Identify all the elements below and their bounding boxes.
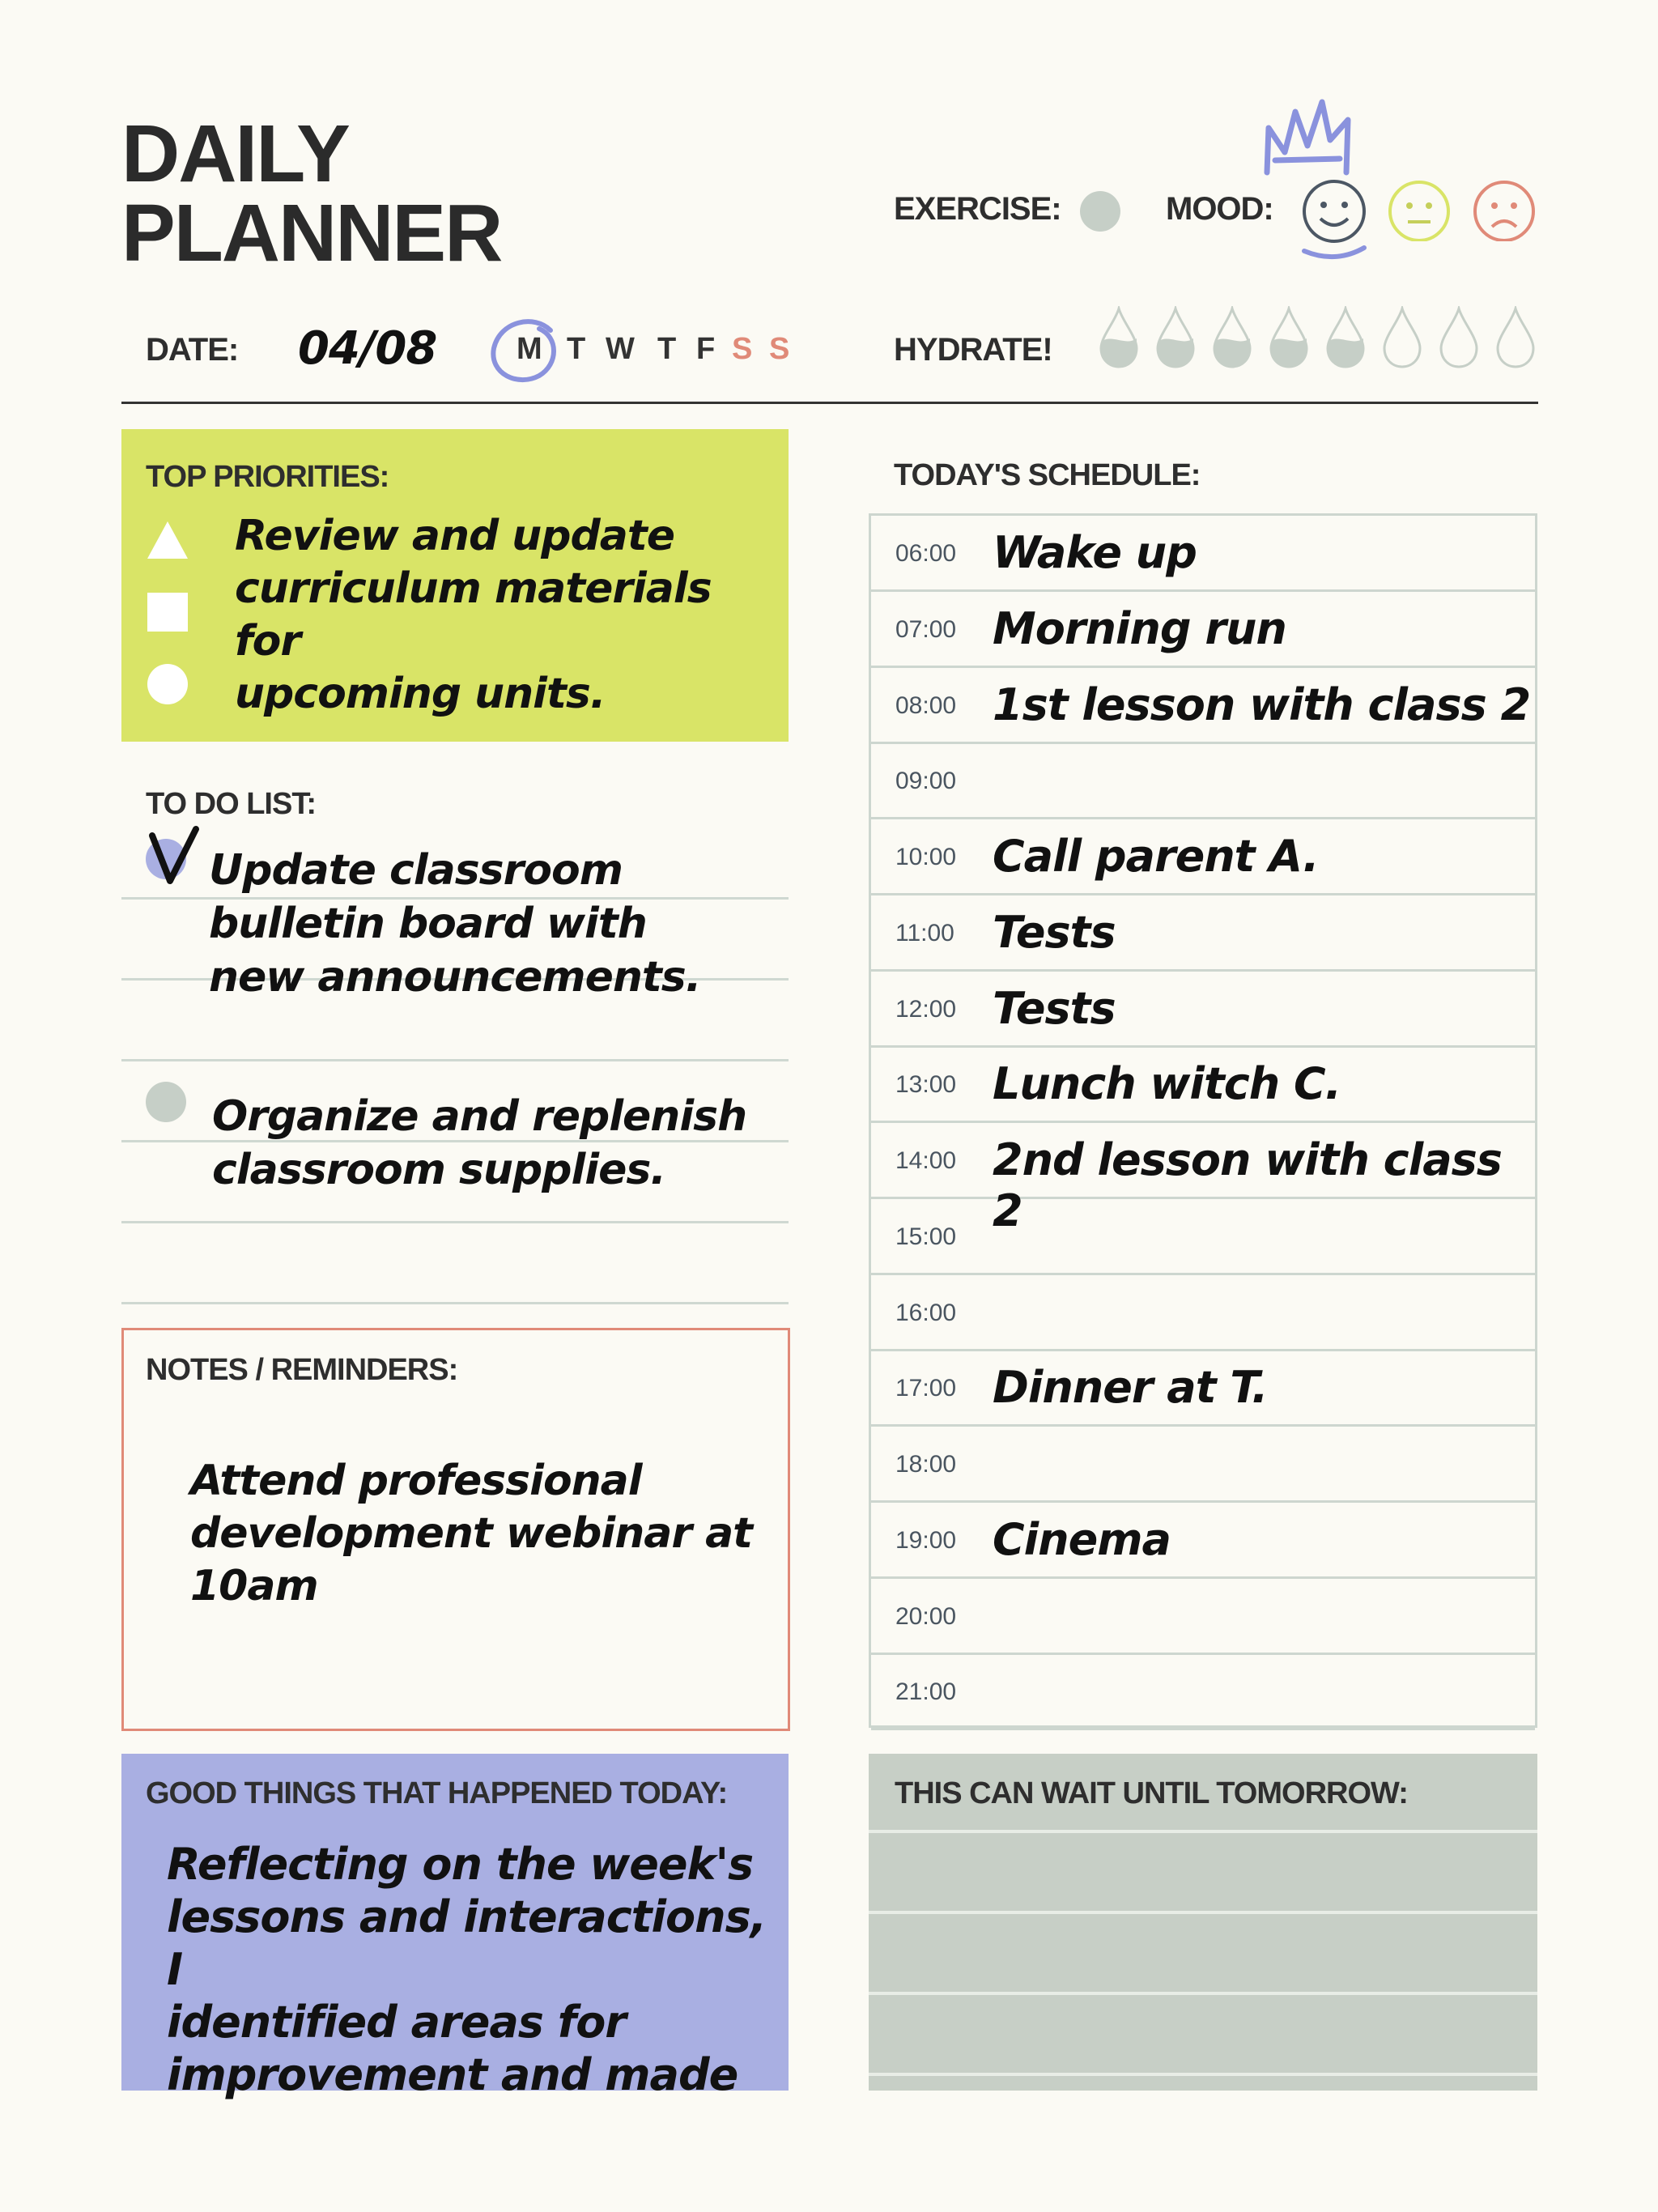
wait-rule xyxy=(869,1992,1537,1995)
water-drop-icon[interactable] xyxy=(1268,306,1310,369)
schedule-task[interactable]: Tests xyxy=(993,982,1116,1034)
schedule-row[interactable] xyxy=(871,1275,1535,1351)
good-things-line: lessons and interactions, I xyxy=(167,1891,767,1995)
day-thursday[interactable]: T xyxy=(657,332,677,366)
priority-text[interactable] xyxy=(235,510,789,721)
good-things-line: Reflecting on the week's xyxy=(167,1839,754,1890)
todo-item-line: Organize and replenish xyxy=(212,1092,747,1141)
schedule-time: 13:00 xyxy=(895,1071,957,1099)
triangle-bullet-icon xyxy=(146,520,189,560)
good-things-label: GOOD THINGS THAT HAPPENED TODAY: xyxy=(146,1776,728,1810)
schedule-table xyxy=(869,513,1537,1728)
schedule-time: 06:00 xyxy=(895,540,957,567)
schedule-row[interactable] xyxy=(871,819,1535,895)
schedule-task[interactable]: 2nd lesson with class 2 xyxy=(993,1134,1502,1236)
schedule-time: 12:00 xyxy=(895,995,957,1023)
crown-doodle-icon xyxy=(1259,96,1364,185)
day-wednesday[interactable]: W xyxy=(606,332,635,366)
notes-panel xyxy=(121,1328,790,1731)
good-things-line: improvement and made xyxy=(167,2049,738,2100)
schedule-row[interactable] xyxy=(871,1503,1535,1579)
priority-line: curriculum materials for xyxy=(235,564,712,666)
schedule-time: 17:00 xyxy=(895,1375,957,1402)
notes-line: 10am xyxy=(190,1562,318,1610)
title-line-2: PLANNER xyxy=(121,188,502,279)
schedule-time: 07:00 xyxy=(895,615,957,643)
checkmark-icon xyxy=(146,824,202,889)
header-divider xyxy=(121,402,1538,404)
schedule-task[interactable]: Dinner at T. xyxy=(993,1362,1268,1414)
wait-label: THIS CAN WAIT UNTIL TOMORROW: xyxy=(895,1776,1408,1810)
schedule-task[interactable]: Call parent A. xyxy=(993,831,1319,882)
schedule-time: 15:00 xyxy=(895,1223,957,1250)
wait-rule xyxy=(869,1911,1537,1914)
top-priorities-label: TOP PRIORITIES: xyxy=(146,460,389,494)
water-drop-icon[interactable] xyxy=(1494,306,1537,369)
circle-bullet-icon xyxy=(147,664,188,704)
water-drop-icon[interactable] xyxy=(1324,306,1367,369)
wait-rule xyxy=(869,1830,1537,1833)
notes-label: NOTES / REMINDERS: xyxy=(146,1353,458,1387)
day-monday[interactable]: M xyxy=(517,332,542,366)
title-line-1: DAILY xyxy=(121,108,349,199)
schedule-time: 08:00 xyxy=(895,691,957,719)
schedule-row[interactable] xyxy=(871,1579,1535,1655)
schedule-row[interactable] xyxy=(871,972,1535,1048)
todo-item-line: new announcements. xyxy=(209,953,701,1002)
schedule-task[interactable]: 1st lesson with class 2 xyxy=(993,678,1531,730)
schedule-task[interactable]: Morning run xyxy=(993,602,1286,654)
mood-happy-icon[interactable] xyxy=(1299,177,1369,266)
day-saturday[interactable]: S xyxy=(732,332,753,366)
square-bullet-icon xyxy=(147,593,188,632)
schedule-label: TODAY'S SCHEDULE: xyxy=(894,458,1201,492)
schedule-row[interactable] xyxy=(871,1123,1535,1236)
todo-rule xyxy=(121,1302,789,1304)
top-priorities-panel xyxy=(121,429,789,742)
schedule-row[interactable] xyxy=(871,1654,1535,1730)
schedule-row[interactable] xyxy=(871,1427,1535,1503)
schedule-task[interactable]: Cinema xyxy=(993,1513,1171,1565)
todo-checkbox-2[interactable] xyxy=(146,1082,186,1122)
priority-line: Review and update xyxy=(235,512,674,560)
day-tuesday[interactable]: T xyxy=(567,332,586,366)
priority-line: upcoming units. xyxy=(235,670,606,718)
todo-rule xyxy=(121,1059,789,1061)
water-drop-icon[interactable] xyxy=(1381,306,1423,369)
schedule-row[interactable] xyxy=(871,1199,1535,1275)
schedule-row[interactable] xyxy=(871,895,1535,972)
good-things-panel xyxy=(121,1754,789,2100)
schedule-row[interactable] xyxy=(871,743,1535,819)
todo-label: TO DO LIST: xyxy=(146,787,316,821)
schedule-time: 20:00 xyxy=(895,1602,957,1630)
water-drop-icon[interactable] xyxy=(1098,306,1140,369)
todo-item-line: bulletin board with xyxy=(209,900,647,948)
notes-line: Attend professional xyxy=(190,1457,642,1505)
water-drop-icon[interactable] xyxy=(1211,306,1253,369)
mood-neutral-icon[interactable] xyxy=(1387,177,1452,241)
schedule-time: 14:00 xyxy=(895,1147,957,1174)
schedule-task[interactable]: Tests xyxy=(993,906,1116,958)
mood-sad-icon[interactable] xyxy=(1472,177,1537,241)
notes-text[interactable] xyxy=(190,1455,752,1613)
wait-until-tomorrow-panel xyxy=(869,1754,1537,2091)
schedule-row[interactable] xyxy=(871,1047,1535,1123)
good-things-text[interactable] xyxy=(167,1838,789,2101)
hydrate-label: HYDRATE! xyxy=(894,332,1052,368)
schedule-task[interactable]: Wake up xyxy=(993,527,1197,578)
day-friday[interactable]: F xyxy=(696,332,716,366)
date-value[interactable]: 04/08 xyxy=(298,322,437,375)
schedule-row[interactable] xyxy=(871,516,1535,592)
water-drop-icon[interactable] xyxy=(1438,306,1480,369)
todo-item-1[interactable] xyxy=(209,844,700,1004)
good-things-line: identified areas for xyxy=(167,1997,626,2048)
date-label: DATE: xyxy=(146,332,239,368)
wait-rule xyxy=(869,2073,1537,2076)
todo-item-line: Update classroom xyxy=(209,846,623,895)
water-drop-icon[interactable] xyxy=(1154,306,1197,369)
notes-line: development webinar at xyxy=(190,1509,753,1558)
schedule-row[interactable] xyxy=(871,592,1535,668)
exercise-indicator[interactable] xyxy=(1080,191,1120,232)
schedule-row[interactable] xyxy=(871,668,1535,744)
day-sunday[interactable]: S xyxy=(769,332,790,366)
schedule-time: 11:00 xyxy=(895,919,954,946)
todo-item-2[interactable] xyxy=(212,1090,746,1197)
todo-item-line: classroom supplies. xyxy=(212,1146,666,1194)
schedule-task[interactable]: Lunch witch C. xyxy=(993,1058,1341,1110)
schedule-time: 18:00 xyxy=(895,1451,957,1478)
schedule-row[interactable] xyxy=(871,1351,1535,1427)
todo-rule xyxy=(121,1221,789,1223)
schedule-time: 21:00 xyxy=(895,1678,957,1706)
mood-label: MOOD: xyxy=(1166,191,1273,227)
schedule-time: 16:00 xyxy=(895,1299,957,1326)
schedule-time: 19:00 xyxy=(895,1526,957,1554)
schedule-time: 09:00 xyxy=(895,768,957,795)
schedule-time: 10:00 xyxy=(895,844,957,870)
exercise-label: EXERCISE: xyxy=(894,191,1061,227)
